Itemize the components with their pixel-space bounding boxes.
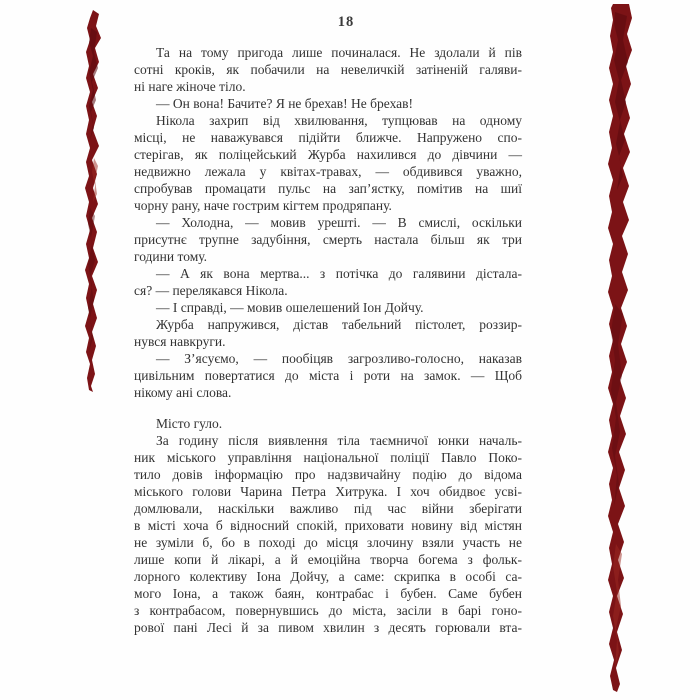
text-line: години тому. [134,249,208,264]
text-line: ні наге жіноче тіло. [134,79,246,94]
text-line: ник міського управління національної поліції Павло Поко- [134,450,522,465]
text-line: в місті хоча б відносний спокій, приховати новину від містян [134,518,522,533]
text-line: спробував промацати пульс на зап’ястку, помітив на шиї [134,181,522,196]
text-line: нікому ані слова. [134,385,232,400]
text-line: — Холодна, — мовив урешті. — В смислі, оскільки [156,215,522,230]
text-line: — І справді, — мовив ошелешений Іон Дойчу. [156,300,424,315]
text-line: — Он вона! Бачите? Я не брехав! Не брехав! [156,96,414,111]
body-text-column [134,44,522,636]
text-line: сотні кроків, як побачили на невеличкій затіненій галяви- [134,62,522,77]
text-line: Журба напружився, дістав табельний пістолет, роззир- [156,317,522,332]
text-line: рової пані Лесі й за пивом хвилин з десять горювали вта- [134,620,522,635]
text-line: стерігав, як поліцейський Журба нахилився до дівчини — [134,147,522,162]
text-line: лорного колективу Іона Дойчу, а саме: скрипка в особі са- [134,569,522,584]
text-line: місці, не наважувався підійти ближче. Напружено спо- [134,130,522,145]
text-line: Та на тому пригода лише починалася. Не здолали й пів [156,45,522,60]
text-line: нувся навкруги. [134,334,226,349]
text-line: з контрабасом, повернувшись до міста, засіли в барі гоно- [134,603,522,618]
text-line: цивільним повертатися до міста і роти на замок. — Щоб [134,368,522,383]
text-line: ся? — перелякався Нікола. [134,283,288,298]
text-line: Нікола захрип від хвилювання, тупцював на одному [156,113,522,128]
text-line: тило довів інформацію про надзвичайну подію до відома [134,467,522,482]
text-line: чорну рану, наче гострим кігтем продряпану. [134,198,392,213]
text-line: недвижно лежала у квітах-травах, — обдивився уважно, [134,164,522,179]
text-line: Місто гуло. [156,416,223,431]
text-line: — А як вона мертва... з потічка до галявини дістала- [156,266,522,281]
text-line: — З’ясуємо, — пообіцяв загрозливо-голосно, наказав [156,351,522,366]
page-number: 18 [337,14,355,30]
text-line: лише копи й лікарі, а й емоційна творча богема з фольк- [134,552,522,567]
text-line: За годину після виявлення тіла таємничої юнки началь- [156,433,522,448]
text-line: міського голови Чарина Петра Хитрука. І хоч обидвоє усві- [134,484,522,499]
torn-edge-stain-left [84,8,104,394]
text-line: не зуміли б, бо в поході до місця злочину взяли участь не [134,535,522,550]
torn-edge-stain-right [607,4,633,694]
text-line: домлювали, наскільки важливо під час війни зберігати [134,501,522,516]
text-line: мого Іона, а також баян, контрабас і бубен. Саме бубен [134,586,522,601]
text-line: присутнє трупне задубіння, смерть настала більш як три [134,232,522,247]
